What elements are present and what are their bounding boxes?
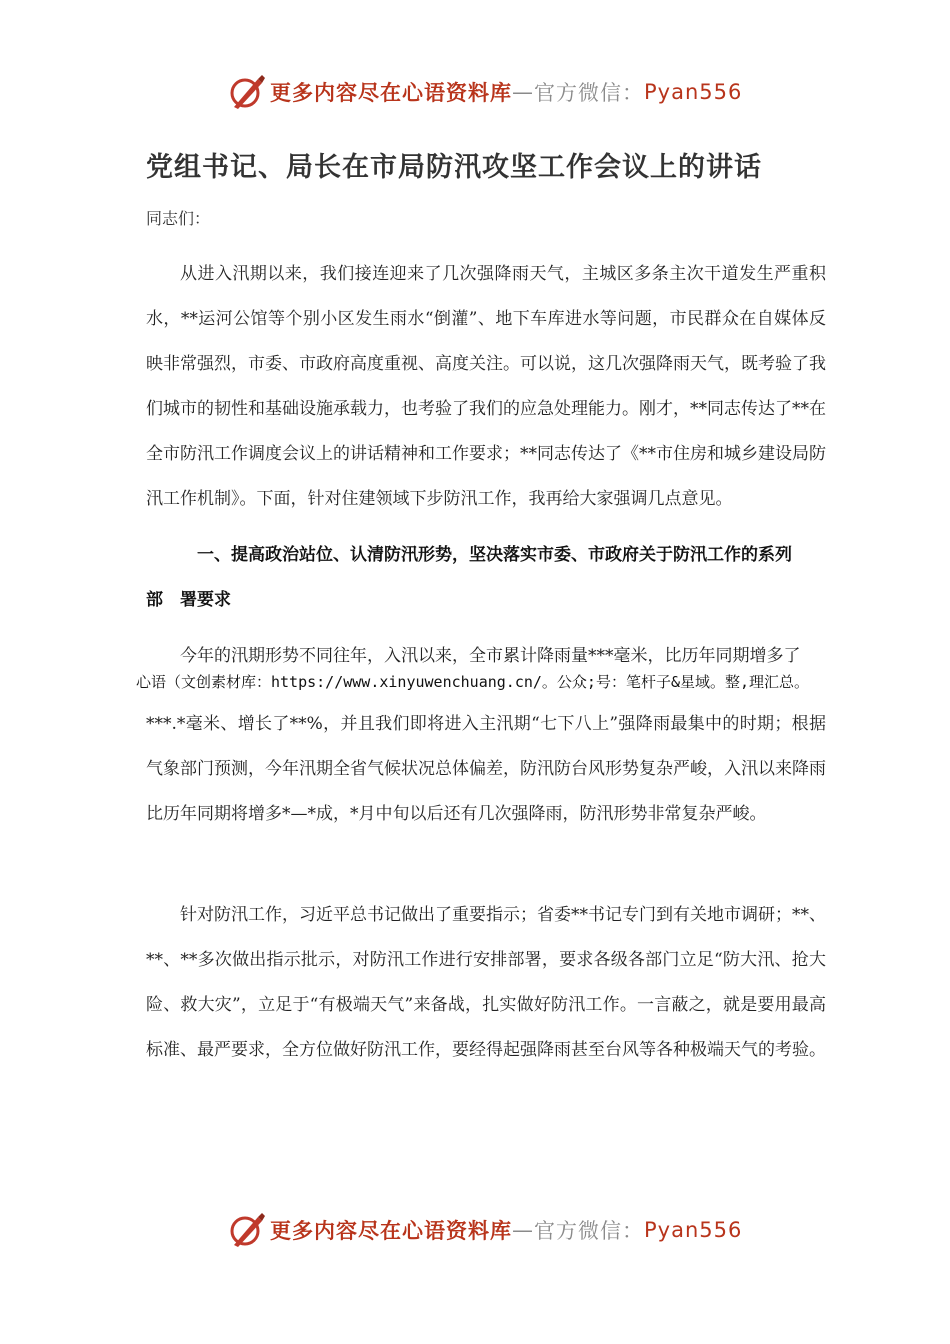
paragraph-situation-start: 今年的汛期形势不同往年，入汛以来，全市累计降雨量***毫米，比历年同期增多了	[180, 646, 801, 666]
banner-dash: —	[512, 80, 534, 104]
paragraph-intro: 从进入汛期以来，我们接连迎来了几次强降雨天气，主城区多条主次干道发生严重积水，**运河公馆等个别小区发生雨水“倒灌”、地下车库进水等问题，市民群众在自媒体反映非常强烈，市委、市政府高度重视、高度关注。可以说，这几次强降雨天气，既考验了我们城市的韧性和基础设施承载力，也考验了我们的应急处理能力。刚才，**同志传达了**在全市防汛工作调度会议上的讲话精神和工作要求；**同志传达了《**市住房和城乡建设局防汛工作机制》。下面，针对住建领域下步防汛工作，我再给大家强调几点意见。	[146, 264, 826, 509]
salutation: 同志们：	[146, 209, 211, 228]
banner-wechat-label: 官方微信：	[534, 1219, 644, 1243]
banner-wechat-id: Pyan556	[644, 1218, 743, 1242]
paragraph-situation-continued: ***.*毫米、增长了**%，并且我们即将进入主汛期“七下八上”强降雨最集中的时期；根据气象部门预测，今年汛期全省气候状况总体偏差，防汛防台风形势复杂严峻，入汛以来降雨比历年同期将增多*—*成，*月中旬以后还有几次强降雨，防汛形势非常复杂严峻。	[146, 714, 826, 824]
document-title: 党组书记、局长在市局防汛攻坚工作会议上的讲话	[146, 152, 762, 183]
banner-wechat-id: Pyan556	[644, 80, 743, 104]
section-heading-1: 一、提高政治站位、认清防汛形势，坚决落实市委、市政府关于防汛工作的系列部 署要求	[146, 545, 792, 610]
pen-logo-icon	[228, 1211, 266, 1249]
pen-logo-icon	[228, 73, 266, 111]
watermark-text-line: 心语（文创素材库：https://www.xinyuwenchuang.cn/。公众;号：笔杆子&星域。整,理汇总。	[136, 673, 810, 691]
footer-banner	[228, 1210, 742, 1250]
banner-wechat-label: 官方微信：	[534, 81, 644, 105]
header-banner	[228, 72, 742, 112]
paragraph-instructions: 针对防汛工作，习近平总书记做出了重要指示；省委**书记专门到有关地市调研；**、**、**多次做出指示批示，对防汛工作进行安排部署，要求各级各部门立足“防大汛、抢大险、救大灾”，立足于“有极端天气”来备战，扎实做好防汛工作。一言蔽之，就是要用最高标准、最严要求，全方位做好防汛工作，要经得起强降雨甚至台风等各种极端天气的考验。	[146, 905, 826, 1060]
banner-title: 更多内容尽在心语资料库	[270, 81, 512, 105]
banner-dash: —	[512, 1218, 534, 1242]
banner-title: 更多内容尽在心语资料库	[270, 1219, 512, 1243]
